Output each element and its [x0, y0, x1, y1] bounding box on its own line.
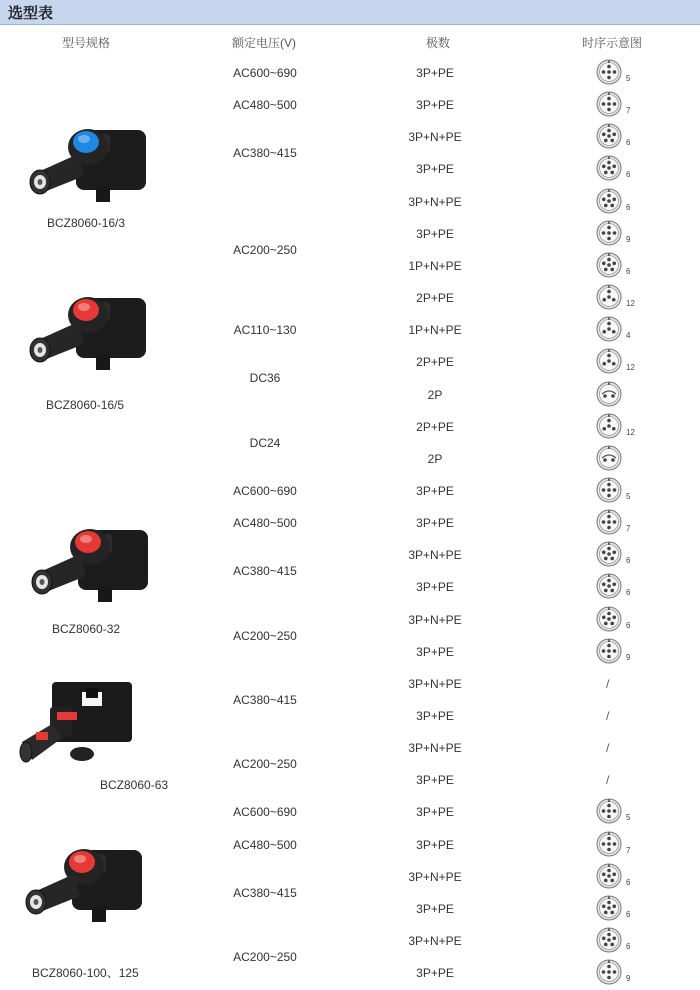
header-poles: 极数	[426, 36, 451, 50]
poles-cell: 3P+N+PE	[408, 130, 462, 145]
poles-cell: 3P+N+PE	[408, 194, 462, 209]
pin-layout-icon	[596, 477, 622, 503]
product-image	[14, 832, 154, 932]
model-name: BCZ8060-16/3	[47, 216, 126, 230]
poles-cell: 3P+PE	[416, 516, 454, 531]
diagram-number: 9	[626, 974, 631, 984]
voltage-cell: AC600~690	[233, 483, 297, 498]
poles-cell: 2P+PE	[416, 355, 454, 370]
header-diagram: 时序示意图	[582, 36, 643, 50]
product-image	[18, 112, 158, 212]
product-image	[18, 280, 158, 380]
voltage-cell: AC200~250	[233, 950, 297, 965]
header-voltage: 额定电压(V)	[232, 36, 296, 50]
diagram-number: 6	[626, 202, 631, 212]
pin-layout-icon	[596, 381, 622, 407]
poles-cell: 3P+PE	[416, 773, 454, 788]
pin-layout-icon	[596, 91, 622, 117]
voltage-cell: AC380~415	[233, 885, 297, 900]
diagram-number: 6	[626, 588, 631, 598]
pin-layout-icon	[596, 863, 622, 889]
poles-cell: 3P+PE	[416, 644, 454, 659]
diagram-number: 6	[626, 909, 631, 919]
voltage-cell: DC36	[249, 371, 281, 386]
pin-layout-icon	[596, 895, 622, 921]
pin-layout-icon	[596, 348, 622, 374]
not-applicable-mark: /	[606, 741, 610, 756]
poles-cell: 2P+PE	[416, 419, 454, 434]
diagram-number: 7	[626, 845, 631, 855]
voltage-cell: AC200~250	[233, 757, 297, 772]
diagram-number: 9	[626, 652, 631, 662]
voltage-cell: AC380~415	[233, 692, 297, 707]
diagram-number: 4	[626, 331, 631, 341]
model-name: BCZ8060-100、125	[32, 966, 139, 980]
voltage-cell: AC480~500	[233, 837, 297, 852]
diagram-number: 6	[626, 266, 631, 276]
pin-layout-icon	[596, 509, 622, 535]
not-applicable-mark: /	[606, 676, 610, 691]
pin-layout-icon	[596, 959, 622, 985]
voltage-cell: AC380~415	[233, 564, 297, 579]
poles-cell: 3P+PE	[416, 483, 454, 498]
title-bar	[0, 0, 700, 25]
pin-layout-icon	[596, 284, 622, 310]
not-applicable-mark: /	[606, 773, 610, 788]
poles-cell: 3P+N+PE	[408, 869, 462, 884]
pin-layout-icon	[596, 188, 622, 214]
diagram-number: 5	[626, 813, 631, 823]
diagram-number: 7	[626, 106, 631, 116]
pin-layout-icon	[596, 220, 622, 246]
poles-cell: 3P+N+PE	[408, 741, 462, 756]
voltage-cell: AC480~500	[233, 516, 297, 531]
poles-cell: 1P+N+PE	[408, 323, 462, 338]
poles-cell: 3P+N+PE	[408, 934, 462, 949]
pin-layout-icon	[596, 831, 622, 857]
diagram-number: 12	[626, 363, 635, 373]
product-image	[12, 672, 152, 772]
model-name: BCZ8060-16/5	[46, 398, 125, 412]
model-name: BCZ8060-63	[100, 778, 169, 792]
header-model: 型号规格	[62, 36, 111, 50]
poles-cell: 2P+PE	[416, 291, 454, 306]
poles-cell: 3P+PE	[416, 98, 454, 113]
poles-cell: 3P+N+PE	[408, 612, 462, 627]
pin-layout-icon	[596, 445, 622, 471]
poles-cell: 3P+PE	[416, 66, 454, 80]
voltage-cell: AC600~690	[233, 805, 297, 820]
diagram-number: 6	[626, 877, 631, 887]
pin-layout-icon	[596, 606, 622, 632]
poles-cell: 3P+N+PE	[408, 548, 462, 563]
model-name: BCZ8060-32	[52, 622, 121, 636]
product-image	[20, 512, 160, 612]
pin-layout-icon	[596, 573, 622, 599]
poles-cell: 3P+PE	[416, 580, 454, 595]
diagram-number: 5	[626, 74, 631, 83]
voltage-cell: AC200~250	[233, 628, 297, 643]
pin-layout-icon	[596, 541, 622, 567]
diagram-number: 12	[626, 427, 635, 437]
pin-layout-icon	[596, 59, 622, 85]
diagram-number: 6	[626, 138, 631, 148]
poles-cell: 1P+N+PE	[408, 258, 462, 273]
poles-cell: 2P	[427, 387, 443, 402]
pin-layout-icon	[596, 252, 622, 278]
diagram-number: 5	[626, 491, 631, 501]
diagram-number: 6	[626, 170, 631, 180]
voltage-cell: DC24	[249, 435, 281, 450]
page-title: 选型表	[8, 5, 54, 22]
voltage-cell: AC110~130	[233, 323, 297, 338]
diagram-number: 6	[626, 556, 631, 566]
poles-cell: 3P+N+PE	[408, 676, 462, 691]
diagram-number: 7	[626, 524, 631, 534]
pin-layout-icon	[596, 638, 622, 664]
pin-layout-icon	[596, 927, 622, 953]
poles-cell: 3P+PE	[416, 966, 454, 981]
poles-cell: 3P+PE	[416, 805, 454, 820]
diagram-number: 12	[626, 299, 635, 309]
voltage-cell: AC600~690	[233, 66, 297, 80]
voltage-cell: AC480~500	[233, 98, 297, 113]
poles-cell: 3P+PE	[416, 709, 454, 723]
not-applicable-mark: /	[606, 709, 610, 723]
pin-layout-icon	[596, 798, 622, 824]
voltage-cell: AC380~415	[233, 146, 297, 161]
pin-layout-icon	[596, 316, 622, 342]
voltage-cell: AC200~250	[233, 242, 297, 257]
pin-layout-icon	[596, 155, 622, 181]
poles-cell: 3P+PE	[416, 901, 454, 916]
diagram-number: 9	[626, 234, 631, 244]
poles-cell: 3P+PE	[416, 226, 454, 241]
pin-layout-icon	[596, 123, 622, 149]
poles-cell: 3P+PE	[416, 837, 454, 852]
diagram-number: 6	[626, 942, 631, 952]
poles-cell: 2P	[427, 451, 443, 466]
pin-layout-icon	[596, 413, 622, 439]
diagram-number: 6	[626, 620, 631, 630]
poles-cell: 3P+PE	[416, 162, 454, 177]
